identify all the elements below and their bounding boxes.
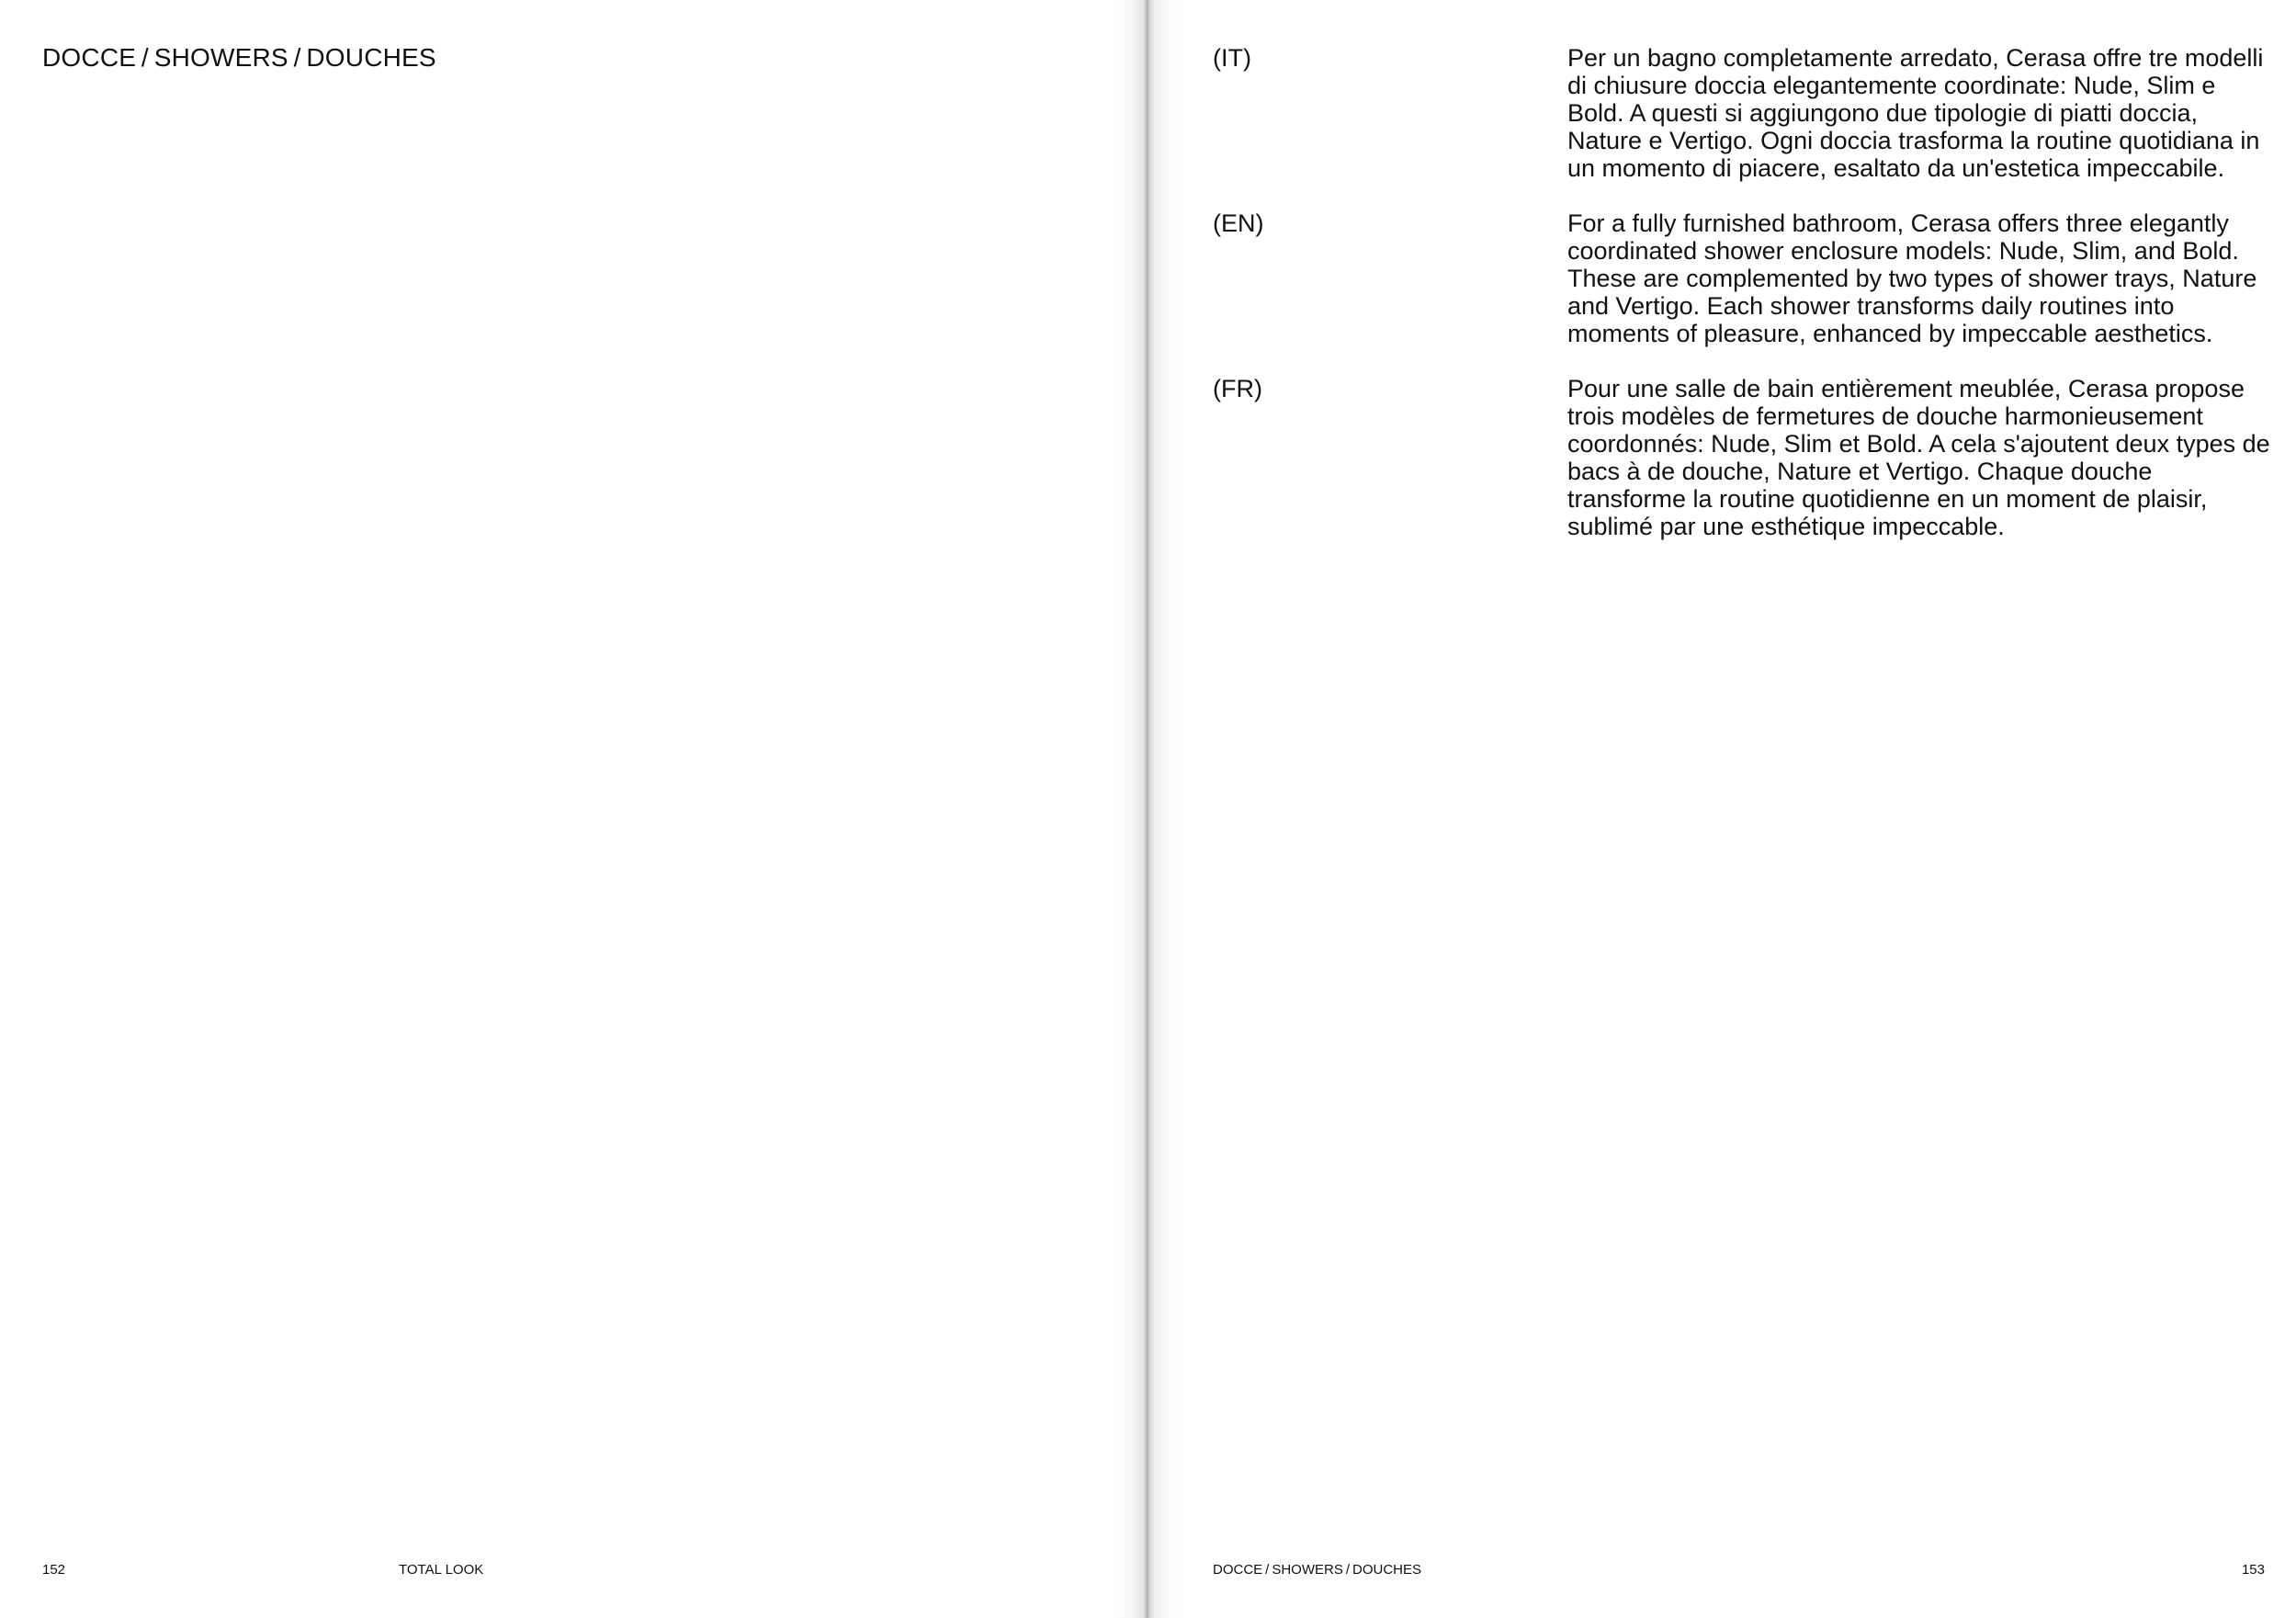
right-page [1148,0,2296,1618]
language-label-fr: (FR) [1213,375,1262,402]
paragraph-text-it: Per un bagno completamente arredato, Cerasa offre tre modelli di chiusure doccia elegantemente coordinate: Nude, Slim e Bold. A questi si aggiungono due tipologie di piatti doccia, Nature e Vertigo. Ogni doccia trasforma la routine quotidiana in un momento di piacere, esaltato da un'estetica impeccabile. [1567,44,2264,182]
page-number-left: 152 [42,1562,66,1578]
paragraph-text-en: For a fully furnished bathroom, Cerasa offers three elegantly coordinated shower enclosure models: Nude, Slim, and Bold. These are complemented by two types of shower trays, Nature and Vertigo. Each shower transforms daily routines into moments of pleasure, enhanced by impeccable aesthetics. [1567,209,2257,347]
paragraph-text-fr: Pour une salle de bain entièrement meublée, Cerasa propose trois modèles de fermetures de douche harmonieusement coordonnés: Nude, Slim et Bold. A cela s'ajoutent deux types de bacs à de douche, Nature et Vertigo. Chaque douche transforme la routine quotidienne en un moment de plaisir, sublimé par une esthétique impeccable. [1567,375,2270,540]
running-title-left: TOTAL LOOK [399,1562,484,1578]
language-label-it: (IT) [1213,44,1251,72]
language-label-en: (EN) [1213,209,1264,237]
page-number-right: 153 [2241,1562,2265,1578]
running-title-right: DOCCE / SHOWERS / DOUCHES [1213,1562,1422,1578]
section-title: DOCCE / SHOWERS / DOUCHES [42,43,436,72]
